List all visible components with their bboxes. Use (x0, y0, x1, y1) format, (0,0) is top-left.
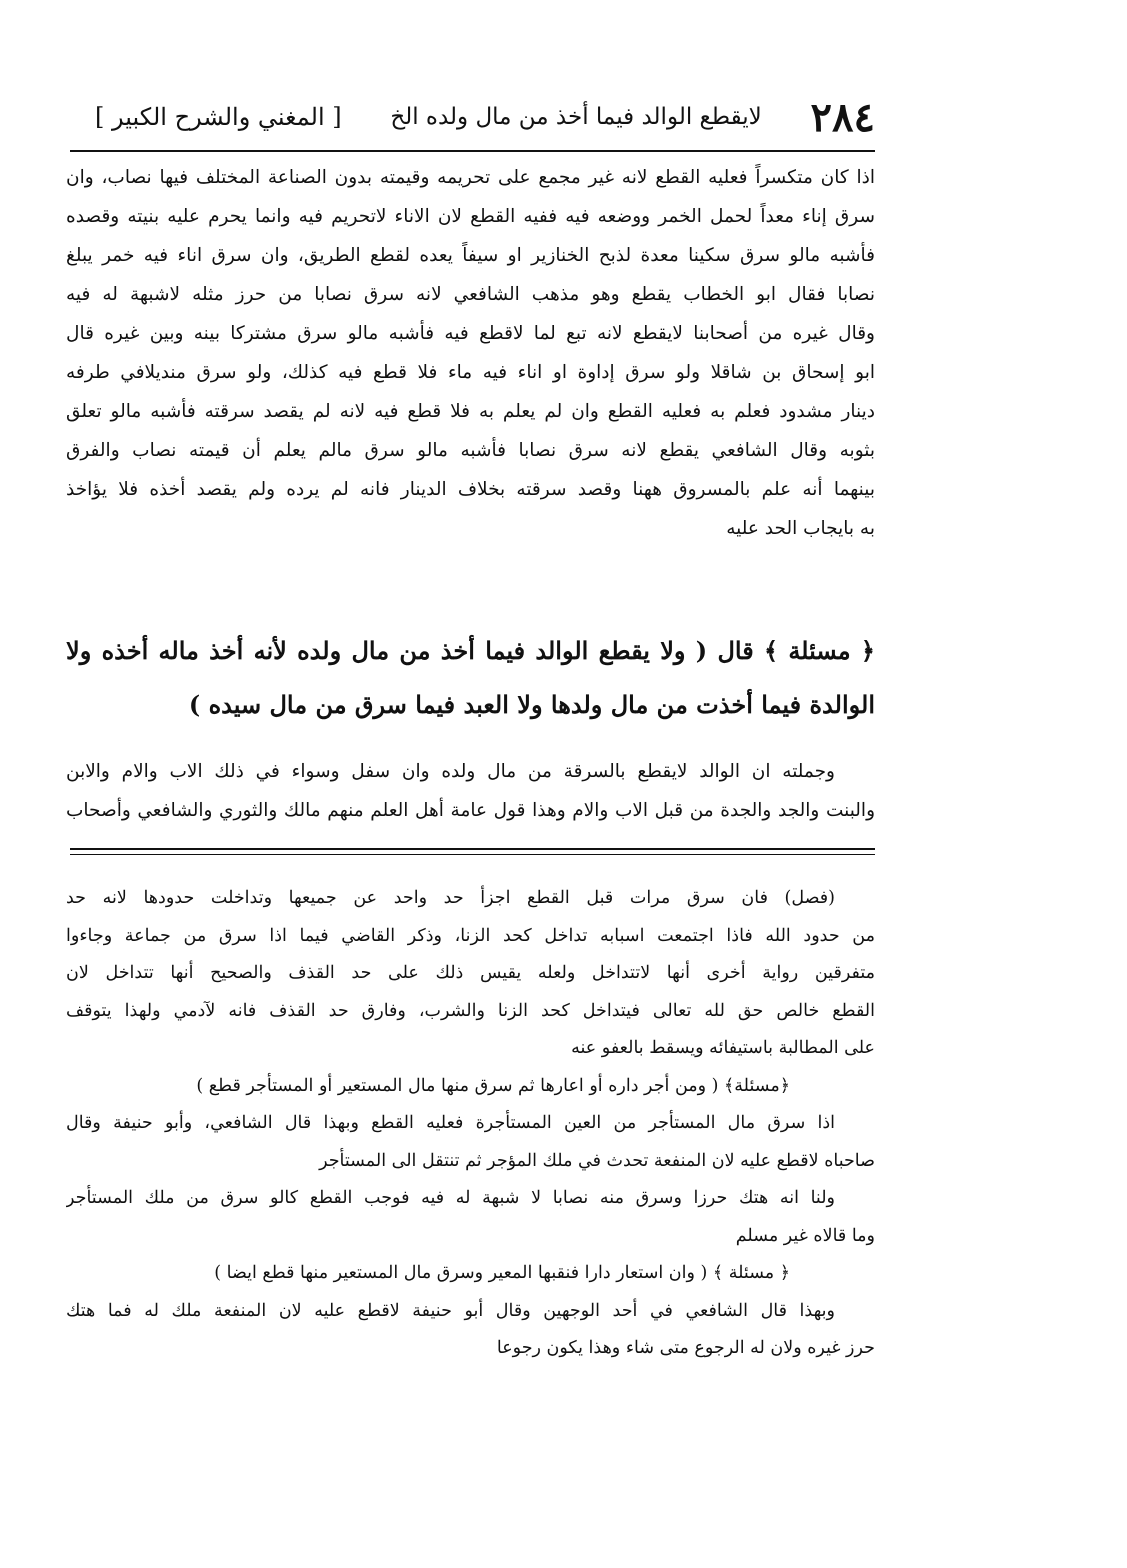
issue-line: ﴿ مسئلة ﴾ قال ( ولا يقطع الوالد فيما أخذ من مال ولده لأنه أخذ ماله أخذه ولا (66, 636, 875, 665)
text-line: وقال غيره من أصحابنا لايقطع لانه تبع لما لاقطع فيه فأشبه مالو سرق مشتركا بينه وبين غيره قال (66, 323, 875, 344)
text-line: اذا سرق مال المستأجر من العين المستأجرة فعليه القطع وبهذا قال الشافعي، وأبو حنيفة وقال (66, 1113, 835, 1133)
footnote-divider-thin (70, 854, 875, 855)
text-line: به بايجاب الحد عليه (726, 518, 875, 539)
text-line: على المطالبة باستيفائه ويسقط بالعفو عنه (571, 1038, 875, 1058)
sub-issue-heading: ﴿ مسئلة ﴾ ( وان استعار دارا فنقبها المعير وسرق مال المستعير منها قطع ايضا ) (214, 1263, 790, 1283)
text-line: والبنت والجد والجدة من قبل الاب والام وهذا قول عامة أهل العلم منهم مالك والثوري والشافعي وأصحاب (66, 800, 875, 821)
text-line: حرز غيره ولان له الرجوع متى شاء وهذا يكون رجوعا (496, 1338, 875, 1358)
text-line: وبهذا قال الشافعي في أحد الوجهين وقال أبو حنيفة لاقطع عليه لان المنفعة ملك له فما هتك (66, 1300, 835, 1321)
issue-line: الوالدة فيما أخذت من مال ولدها ولا العبد فيما سرق من مال سيده ) (188, 690, 875, 719)
text-line: (فصل) فان سرق مرات قبل القطع اجزأ حد واحد عن جميعها وتداخلت حدودها لانه حد (66, 888, 835, 908)
page-header (95, 92, 875, 142)
header-divider (70, 150, 875, 152)
page-number: ٢٨٤ (810, 93, 875, 141)
text-line: بثوبه وقال الشافعي يقطع لانه سرق نصابا فأشبه مالو سرق مالم يعلم أن قيمته نصاب والفرق (66, 440, 875, 461)
text-line: ابو إسحاق بن شاقلا ولو سرق إداوة او اناء فيه ماء فلا قطع فيه كذلك، ولو سرق منديلافي طرفه (66, 362, 875, 383)
text-line: سرق إناء معداً لحمل الخمر ووضعه فيه ففيه القطع لان الاناء لاتحريم فيه وانما يحرم عليه بنيته وقصده (66, 206, 875, 227)
text-line: بينهما أنه علم بالمسروق ههنا وقصد سرقته بخلاف الدينار فانه لم يرده ولم يقصد أخذه فلا يؤاخذ (66, 479, 875, 500)
text-line: فأشبه مالو سرق سكينا معدة لذبح الخنازير او سيفاً يعده لقطع الطريق، وان سرق اناء فيه خمر يبلغ (66, 245, 875, 266)
text-line: نصابا فقال ابو الخطاب يقطع وهو مذهب الشافعي لانه سرق نصابا من حرز مثله لاشبهة له فيه (66, 284, 875, 305)
issue-heading (66, 624, 875, 732)
text-line: ولنا انه هتك حرزا وسرق منه نصابا لا شبهة له فيه فوجب القطع كالو سرق من ملك المستأجر (66, 1188, 835, 1208)
text-line: دينار مشدود فعلم به فعليه القطع وان لم يعلم به فلا قطع فيه لانه لم يقصد سرقته فأشبه مالو تعلق (66, 401, 875, 422)
sub-issue-heading: ﴿مسئلة﴾ ( ومن أجر داره أو اعارها ثم سرق منها مال المستعير أو المستأجر قطع ) (196, 1075, 790, 1096)
text-line: القطع خالص حق لله تعالى فيتداخل كحد الزنا والشرب، وفارق حد القذف فانه لآدمي ولهذا يتوقف (66, 1000, 875, 1021)
book-title: [ المغني والشرح الكبير ] (95, 103, 342, 131)
lower-body-text (66, 752, 875, 830)
text-line: صاحباه لاقطع عليه لان المنفعة تحدث في ملك المؤجر ثم تنتقل الى المستأجر (319, 1150, 875, 1171)
text-line: اذا كان متكسراً فعليه القطع لانه غير مجمع على تحريمه وقيمته بدون الصناعة المختلف فيها نصاب، وان (66, 167, 875, 188)
text-line: من حدود الله فاذا اجتمعت اسبابه تداخل كحد الزنا، وذكر القاضي فيما اذا سرق من جماعة وجاءوا (66, 925, 875, 946)
upper-body-text (66, 158, 875, 548)
footnote-divider (70, 848, 875, 850)
footnote-commentary (66, 880, 875, 1368)
text-line: وجملته ان الوالد لايقطع بالسرقة من مال ولده وان سفل وسواء في ذلك الاب والام والابن (66, 761, 835, 782)
text-line: وما قالاه غير مسلم (735, 1225, 875, 1246)
running-title: لايقطع الوالد فيما أخذ من مال ولده الخ (390, 104, 762, 130)
text-line: متفرقين رواية أخرى أنها لاتتداخل ولعله يقيس ذلك على حد القذف والصحيح أنها تتداخل لان (66, 963, 875, 983)
